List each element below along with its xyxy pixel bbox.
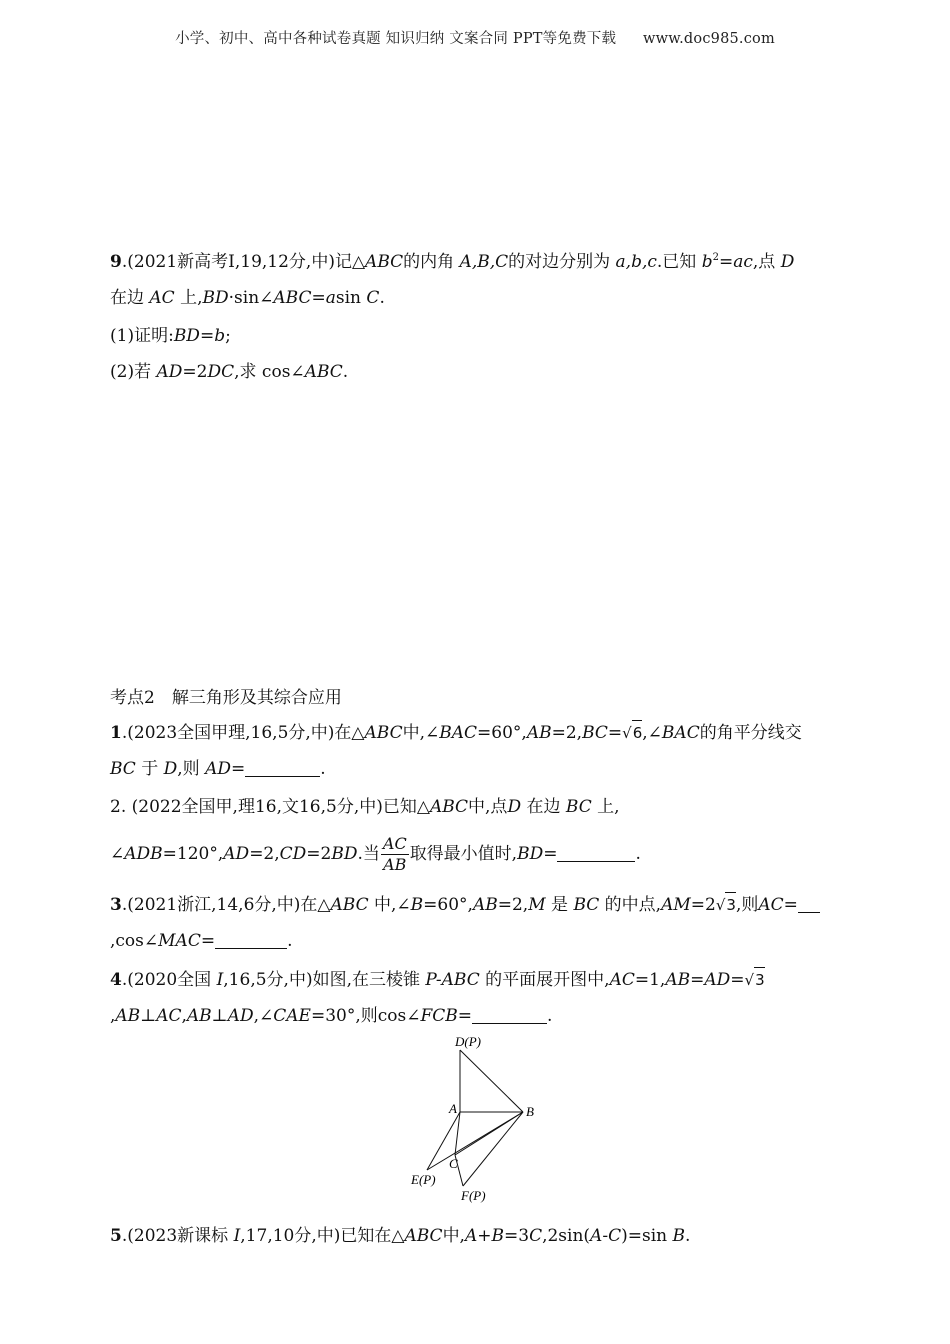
q2-line2: ∠ADB=120°,AD=2,CD=2BD.当 $\frac{AC}{AB}$ 取得最小值时,BD= .: [110, 834, 641, 874]
q3-line1: 3.(2021浙江,14,6分,中)在△ABC 中,∠B=60°,AB=2,M 是 BC 的中点,AM=2√3,则AC=: [110, 892, 820, 917]
q2-line1: 2. (2022全国甲,理16,文16,5分,中)已知△ABC中,点D 在边 BC 上,: [110, 797, 620, 817]
label-F: F(P): [461, 1188, 486, 1203]
label-E: E(P): [411, 1172, 436, 1187]
q9-line2: 在边 AC 上,BD·sin∠ABC=asin C.: [110, 288, 385, 308]
answer-blank[interactable]: [245, 758, 320, 777]
sqrt-3: √3: [745, 971, 765, 989]
edge-CB: [455, 1112, 523, 1155]
fraction-ac-ab: $\frac{AC}{AB}$: [382, 834, 407, 874]
net-diagram: [405, 1030, 555, 1210]
label-D: D(P): [455, 1034, 481, 1049]
edge-AC: [455, 1112, 460, 1155]
section-title: 考点2 解三角形及其综合应用: [110, 688, 342, 708]
q3-line2: ,cos∠MAC= .: [110, 931, 293, 951]
q1-line2: BC 于 D,则 AD= .: [110, 759, 326, 779]
q9-part1: (1)证明:BD=b;: [110, 326, 231, 346]
q4-line2: ,AB⊥AC,AB⊥AD,∠CAE=30°,则cos∠FCB= .: [110, 1006, 553, 1026]
q9-part2: (2)若 AD=2DC,求 cos∠ABC.: [110, 362, 349, 382]
label-B: B: [526, 1104, 534, 1119]
q9-line1: 9.(2021新高考Ⅰ,19,12分,中)记△ABC的内角 A,B,C的对边分别为 a,b,c.已知 $b^2=ac$,点 D: [110, 252, 795, 272]
page-header: [0, 27, 950, 48]
header-text: 小学、初中、高中各种试卷真题 知识归纳 文案合同 PPT等免费下载: [175, 31, 617, 47]
edge-DB: [460, 1050, 523, 1112]
sqrt-3: √3: [716, 896, 736, 914]
edge-FB: [463, 1112, 523, 1186]
q1-line1: 1.(2023全国甲理,16,5分,中)在△ABC中,∠BAC=60°,AB=2,BC=√6,∠BAC的角平分线交: [110, 720, 802, 745]
sqrt-6: √6: [622, 724, 642, 742]
q5-line1: 5.(2023新课标 Ⅰ,17,10分,中)已知在△ABC中,A+B=3C,2sin(A-C)=sin B.: [110, 1226, 691, 1246]
label-C: C: [449, 1156, 458, 1171]
answer-blank[interactable]: [557, 843, 635, 862]
label-A: A: [449, 1101, 457, 1116]
answer-blank[interactable]: [798, 894, 820, 913]
q4-line1: 4.(2020全国 Ⅰ,16,5分,中)如图,在三棱锥 P-ABC 的平面展开图中,AC=1,AB=AD=√3: [110, 967, 765, 992]
answer-blank[interactable]: [472, 1005, 547, 1024]
header-url[interactable]: www.doc985.com: [642, 31, 775, 47]
answer-blank[interactable]: [215, 930, 287, 949]
